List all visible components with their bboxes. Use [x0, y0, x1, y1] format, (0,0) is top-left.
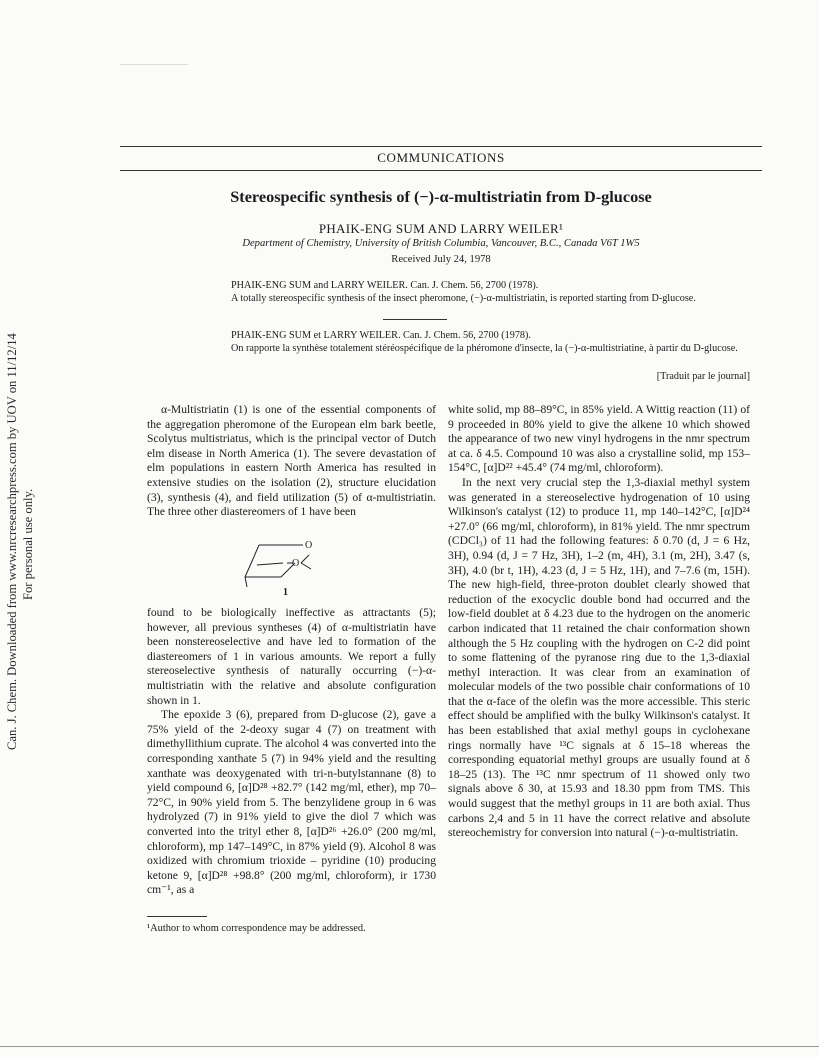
top-faint-rule	[120, 64, 188, 65]
paragraph-wittig: white solid, mp 88–89°C, in 85% yield. A Wittig reaction (11) of 9 proceeded in 80% yield to give the alkene 10 which showed the appearance of two new vinyl hydrogens in the nmr spectrum at ca. δ 4.5. Compound 10 was also a crystalline solid, mp 153–154°C, [α]D²² +45.4° (74 mg/ml, chloroform).	[448, 403, 750, 475]
left-column-bottom	[147, 606, 436, 898]
authors: PHAIK-ENG SUM AND LARRY WEILER¹	[318, 221, 564, 236]
affiliation: Department of Chemistry, University of British Columbia, Vancouver, B.C., Canada V6T 1W5	[242, 238, 640, 249]
download-stamp-line2: For personal use only.	[21, 488, 35, 600]
page-bottom-rule	[0, 1046, 819, 1047]
abstract-french	[231, 330, 751, 355]
download-stamp	[2, 230, 42, 750]
received-date: Received July 24, 1978	[391, 254, 491, 265]
paragraph-hydrogenation: In the next very crucial step the 1,3-diaxial methyl system was generated in a stereoselective hydrogenation of 10 using Wilkinson's catalyst (12) to produce 11, mp 140–142°C, [α]D²⁴ +27.0° (66 mg/ml, chloroform), in 81% yield. The nmr spectrum (CDCl₃) of 11 had the following features: δ 0.70 (d, J = 6 Hz, 3H), 0.94 (d, J = 7 Hz, 3H), 1–2 (m, 4H), 3.1 (m, 2H), 3.47 (s, 3H), 4.0 (br t, 1H), 4.23 (d, J = 5 Hz, 1H), and 7–7.6 (m, 15H). The new high-field, three-proton doublet clearly showed that reduction of the exocyclic double bond had occurred and the low-field doublet at δ 4.23 due to the hydrogen on the anomeric carbon indicated that 11 retained the chair conformation shown although the 5 Hz coupling with the hydrogen on C-2 did point to some flattening of the pyranose ring due to the 1,3-diaxial methyl interaction. It was clear from an examination of molecular models of the two possible chair conformations of 10 that the α-face of the olefin was the more accessible. This steric effect should be amplified with the bulky Wilkinson's catalyst. It has been established that axial methyl goups in cyclohexane rings normally have ¹³C signals at δ 15–18 whereas the corresponding equatorial methyl groups are usually found at δ 18–25 (13). The ¹³C nmr spectrum of 11 showed only two signals above δ 30, at 15.93 and 18.30 ppm from TMS. This would suggest that the methyl groups in 11 are both axial. Thus carbons 2,4 and 5 in 11 have the correct relative and absolute stereochemistry for conversion into natural (−)-α-multistriatin.	[448, 475, 750, 840]
structure-drawing	[243, 537, 323, 587]
translation-note: [Traduit par le journal]	[656, 371, 750, 382]
structure-atom-o1: O	[305, 540, 313, 551]
abstract-french-text: On rapporte la synthèse totalement stéréospécifique de la phéromone d'insecte, la (−)-α-multistriatine, à partir du D-glucose.	[231, 342, 738, 354]
left-column-top	[147, 403, 436, 520]
header-top-rule	[120, 146, 762, 147]
footnote: ¹Author to whom correspondence may be addressed.	[147, 923, 366, 934]
structure-atom-o2: O	[292, 558, 300, 569]
footnote-rule	[147, 916, 207, 917]
abstract-english-citation: PHAIK-ENG SUM and LARRY WEILER. Can. J. Chem. 56, 2700 (1978).	[231, 280, 539, 291]
download-stamp-line1: Can. J. Chem. Downloaded from www.nrcresearchpress.com by UOV on 11/12/14	[5, 333, 19, 750]
paragraph-intro: α-Multistriatin (1) is one of the essential components of the aggregation pheromone of the European elm bark beetle, Scolytus multistriatus, which is the principal vector of Dutch elm disease in North America (1). The severe devastation of elm populations in eastern North America has resulted in extensive studies on the isolation (2), structure elucidation (3), synthesis (4), and field utilization (5) of α-multistriatin. The three other diastereomers of 1 have been	[147, 403, 436, 519]
abstract-english	[231, 280, 751, 305]
abstract-english-text: A totally stereospecific synthesis of the insect pheromone, (−)-α-multistriatin, is reported starting from D-glucose.	[231, 292, 696, 304]
paragraph-synthesis: The epoxide 3 (6), prepared from D-glucose (2), gave a 75% yield of the 2-deoxy sugar 4 (7) on treatment with dimethyllithium cuprate. The alcohol 4 was converted into the corresponding xanthate 5 (7) in 94% yield and the resulting xanthate was deoxygenated with tri-n-butylstannane (8) to yield compound 6, [α]D²⁸ +82.7° (142 mg/ml, ether), mp 70–72°C, in 90% yield from 5. The benzylidene group in 6 was hydrolyzed (7) in 91% yield to give the diol 7 which was converted into the trityl ether 8, [α]D²⁶ +26.0° (200 mg/ml, chloroform), mp 147–149°C, in 87% yield (9). Alcohol 8 was oxidized with chromium trioxide – pyridine (10) producing ketone 9, [α]D²⁸ +98.8° (200 mg/ml, chloroform), ir 1730 cm⁻¹, as a	[147, 708, 436, 897]
right-column	[448, 403, 750, 841]
header-bottom-rule	[120, 170, 762, 171]
abstract-separator	[383, 319, 447, 320]
abstract-french-citation: PHAIK-ENG SUM et LARRY WEILER. Can. J. Chem. 56, 2700 (1978).	[231, 330, 531, 341]
structure-label: 1	[283, 587, 288, 598]
paragraph-continued: found to be biologically ineffective as attractants (5); however, all previous syntheses (4) of α-multistriatin have been nonstereoselective and have led to formation of the diastereomers of 1 in various amounts. We report a fully stereoselective synthesis of naturally occurring (−)-α-multistriatin with the relative and absolute configuration shown in 1.	[147, 606, 436, 707]
section-heading: COMMUNICATIONS	[377, 150, 505, 165]
article-title: Stereospecific synthesis of (−)-α-multistriatin from D-glucose	[230, 187, 652, 206]
